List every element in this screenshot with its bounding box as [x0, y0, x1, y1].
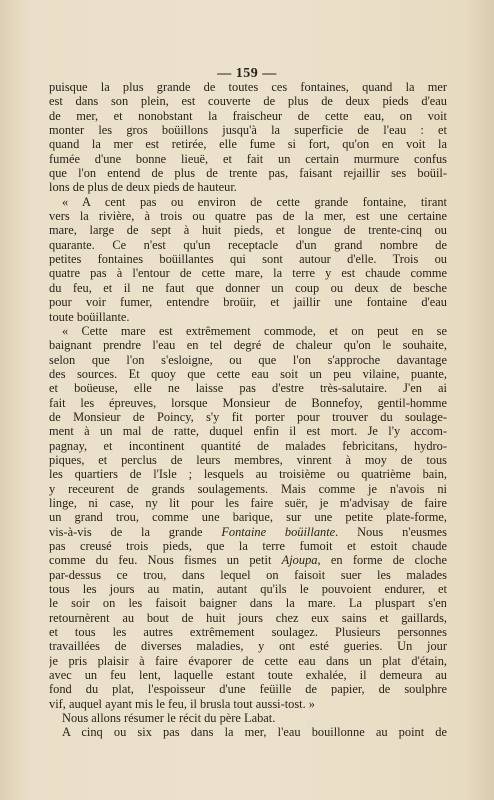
text-line: piques, et perclus de leurs membres, vinrent à moy de tous	[49, 452, 447, 467]
text-line: tous les jours au matin, autant qu'ils le pouvoient endurer, et	[49, 582, 447, 597]
text-line: le soir on les faisoit baigner dans la mare. La pluspart s'en	[49, 596, 447, 611]
text-line: fait les épreuves, lorsque Monsieur de Bonnefoy, gentil-homme	[49, 395, 447, 410]
text-line: y receurent de grands soulagements. Mais comme je n'avois ni	[49, 481, 447, 496]
text-line: linge, ni case, ny lit pour les faire suër, je m'advisay de faire	[49, 495, 447, 510]
text-line: monter les gros boüillons jusqu'à la superficie de l'eau : et	[49, 123, 447, 138]
text-line: quarante. Ce n'est qu'un receptacle d'un grand nombre de	[49, 237, 447, 252]
text-line: vers la rivière, à trois ou quatre pas de la mer, est une certaine	[49, 209, 447, 224]
text-line: fumée d'une bonne lieuë, et fait un certain murmure confus	[49, 151, 447, 166]
text-line: des sources. Et quoy que cette eau soit un peu vilaine, puante,	[49, 366, 447, 381]
italic-term: Fontaine boüillante	[221, 524, 336, 539]
text-line: A cinq ou six pas dans la mer, l'eau bouillonne au point de	[62, 725, 447, 740]
text-line: est dans son plein, est couverte de plus de deux pieds d'eau	[49, 94, 447, 109]
text-line: toute boüillante.	[49, 309, 130, 324]
text-line: les quartiers de l'Isle ; lesquels au troisième ou quatrième bain,	[49, 467, 447, 482]
text-line: un grand trou, comme une barique, sur une petite plate-forme,	[49, 510, 447, 525]
text-line: retournèrent au bout de huit jours chez eux sains et gaillards,	[49, 610, 447, 625]
text-line: vis-à-vis de la grande Fontaine boüillante. Nous n'eusmes	[49, 524, 447, 539]
text-line: par-dessus ce trou, dans lequel on faisoit suer les malades	[49, 567, 447, 582]
text-line: comme du feu. Nous fismes un petit Ajoupa, en forme de cloche	[49, 553, 447, 568]
text-line: du feu, et il ne faut que donner un coup ou deux de besche	[49, 280, 447, 295]
text-line: avec un feu lent, laquelle estant toute exhalée, il demeura au	[49, 668, 447, 683]
text-line: travaillées de diverses maladies, y ont esté gueries. Un jour	[49, 639, 447, 654]
text-line: « A cent pas ou environ de cette grande fontaine, tirant	[62, 194, 447, 209]
text-line: baignant prendre l'eau en tel degré de chaleur qu'on le souhaite,	[49, 338, 447, 353]
text-line: et tous les autres extrêmement soulagez. Plusieurs personnes	[49, 625, 447, 640]
text-line: vif, auquel ayant mis le feu, il brusla tout aussi-tost. »	[49, 696, 316, 711]
text-line: « Cette mare est extrêmement commode, et on peut en se	[62, 323, 447, 338]
text-line: puisque la plus grande de toutes ces fontaines, quand la mer	[49, 80, 447, 94]
text-line: Nous allons résumer le récit du père Labat.	[62, 711, 276, 726]
text-line: petites fontaines boüillantes qui sont autour d'elle. Trois ou	[49, 252, 447, 267]
text-line: selon que l'on s'esloigne, ou que l'on s'approche davantage	[49, 352, 447, 367]
text-line: de Monsieur de Poincy, s'y fit porter pour trouver du soulage-	[49, 409, 447, 424]
text-line: de mer, et nonobstant la fraischeur de cette eau, on voit	[49, 108, 447, 123]
text-line: ment à un mal de ratte, duquel enfin il est mort. Je l'y accom-	[49, 424, 447, 439]
text-line: lons de plus de deux pieds de hauteur.	[49, 180, 237, 195]
text-line: que l'on entend de plus de trente pas, faisant rejaillir ses boüil-	[49, 166, 447, 181]
text-line: mare, large de sept à huit pieds, et longue de trente-cinq ou	[49, 223, 447, 238]
text-line: je pris plaisir à faire évaporer de cette eau dans un plat d'étain,	[49, 653, 447, 668]
text-line: quatre pas à l'entour de cette mare, la terre y est chaude comme	[49, 266, 447, 281]
text-line: quand la mer est retirée, elle fume si fort, qu'on en voit la	[49, 137, 447, 152]
text-line: fond du plat, l'espoisseur d'une feüille de papier, de soulphre	[49, 682, 447, 697]
page-number: — 159 —	[217, 66, 277, 81]
text-line: pagnay, et incontinent quantité de malades febricitans, hydro-	[49, 438, 447, 453]
text-line: et boüeuse, elle ne laisse pas d'estre très-salutaire. J'en ai	[49, 381, 447, 396]
text-line: pas creusé trois pieds, que la terre fumoit et estoit chaude	[49, 539, 447, 553]
italic-term: Ajoupa	[281, 553, 318, 568]
body-text	[49, 80, 447, 740]
text-line: pour voir fumer, entendre broüir, et jaillir une fontaine d'eau	[49, 295, 447, 310]
